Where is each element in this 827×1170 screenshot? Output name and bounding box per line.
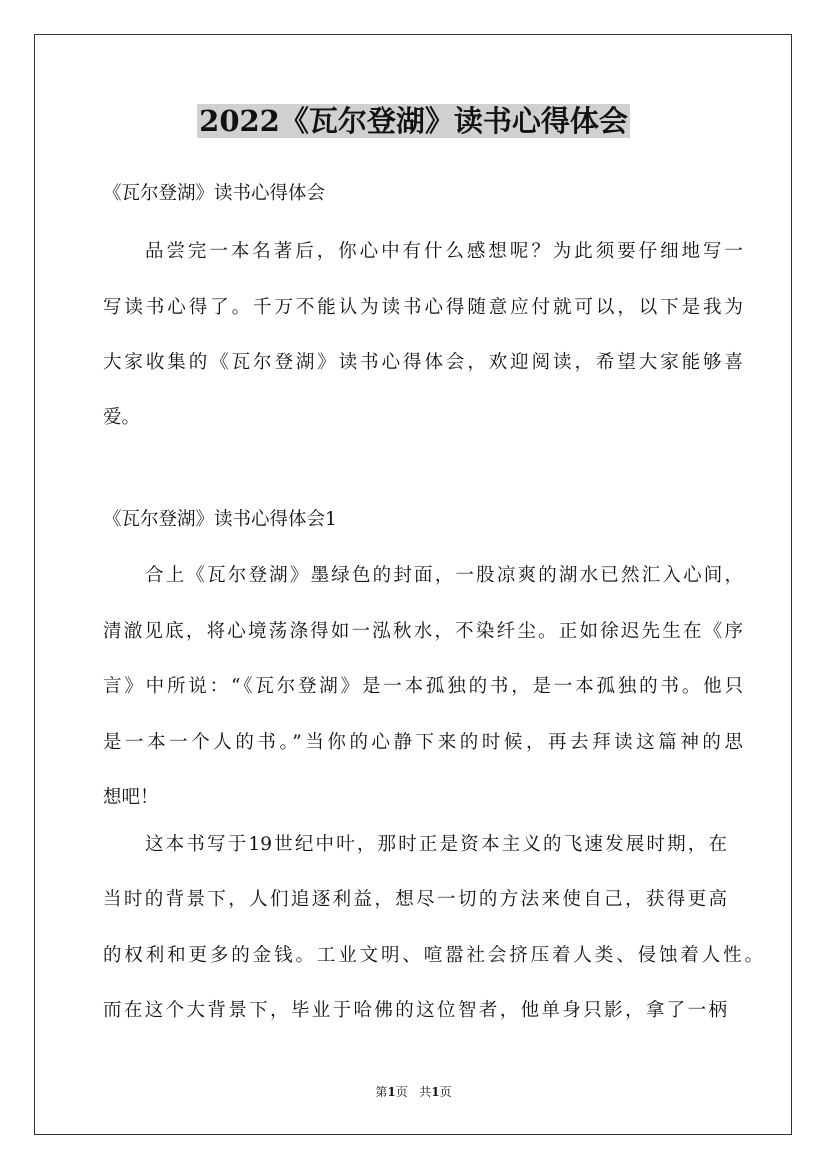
page-footer [0, 1084, 827, 1100]
footer-total-suffix: 页 [439, 1085, 452, 1099]
intro-line-3: 大家收集的《瓦尔登湖》读书心得体会，欢迎阅读，希望大家能够喜 [103, 352, 743, 373]
section1-p2-line-3: 的权利和更多的金钱。工业文明、喧嚣社会挤压着人类、侵蚀着人性。 [103, 945, 763, 966]
section1-p1-line-3: 言》中所说：“《瓦尔登湖》是一本孤独的书，是一本孤独的书。他只 [103, 676, 743, 697]
footer-page-suffix: 页 [395, 1085, 408, 1099]
intro-line-1: 品尝完一本名著后，你心中有什么感想呢？为此须要仔细地写一 [145, 241, 743, 262]
section1-p1-line-1: 合上《瓦尔登湖》墨绿色的封面，一股凉爽的湖水已然汇入心间， [145, 565, 743, 586]
section1-p2-line-4: 而在这个大背景下，毕业于哈佛的这位智者，他单身只影，拿了一柄 [103, 1000, 727, 1021]
footer-page-prefix: 第 [375, 1085, 388, 1099]
footer-page-number: 1 [387, 1085, 396, 1099]
section1-p2-line-1: 这本书写于19世纪中叶，那时正是资本主义的飞速发展时期，在 [145, 834, 727, 855]
section1-p2-line-2: 当时的背景下，人们追逐利益，想尽一切的方法来使自己，获得更高 [103, 889, 727, 910]
footer-total-prefix: 共 [419, 1085, 432, 1099]
document-title [0, 101, 827, 141]
section1-heading: 《瓦尔登湖》读书心得体会1 [103, 509, 337, 530]
footer-total-number: 1 [431, 1085, 440, 1099]
section1-p1-line-4: 是一本一个人的书。”当你的心静下来的时候，再去拜读这篇神的思 [103, 732, 743, 753]
document-title-text: 2022《瓦尔登湖》读书心得体会 [199, 104, 628, 138]
intro-line-4: 爱。 [103, 407, 141, 428]
section1-p1-line-2: 清澈见底，将心境荡涤得如一泓秋水，不染纤尘。正如徐迟先生在《序 [103, 621, 743, 642]
intro-line-2: 写读书心得了。千万不能认为读书心得随意应付就可以，以下是我为 [103, 297, 743, 318]
document-subtitle: 《瓦尔登湖》读书心得体会 [103, 183, 326, 204]
section1-p1-line-5: 想吧！ [103, 787, 159, 808]
